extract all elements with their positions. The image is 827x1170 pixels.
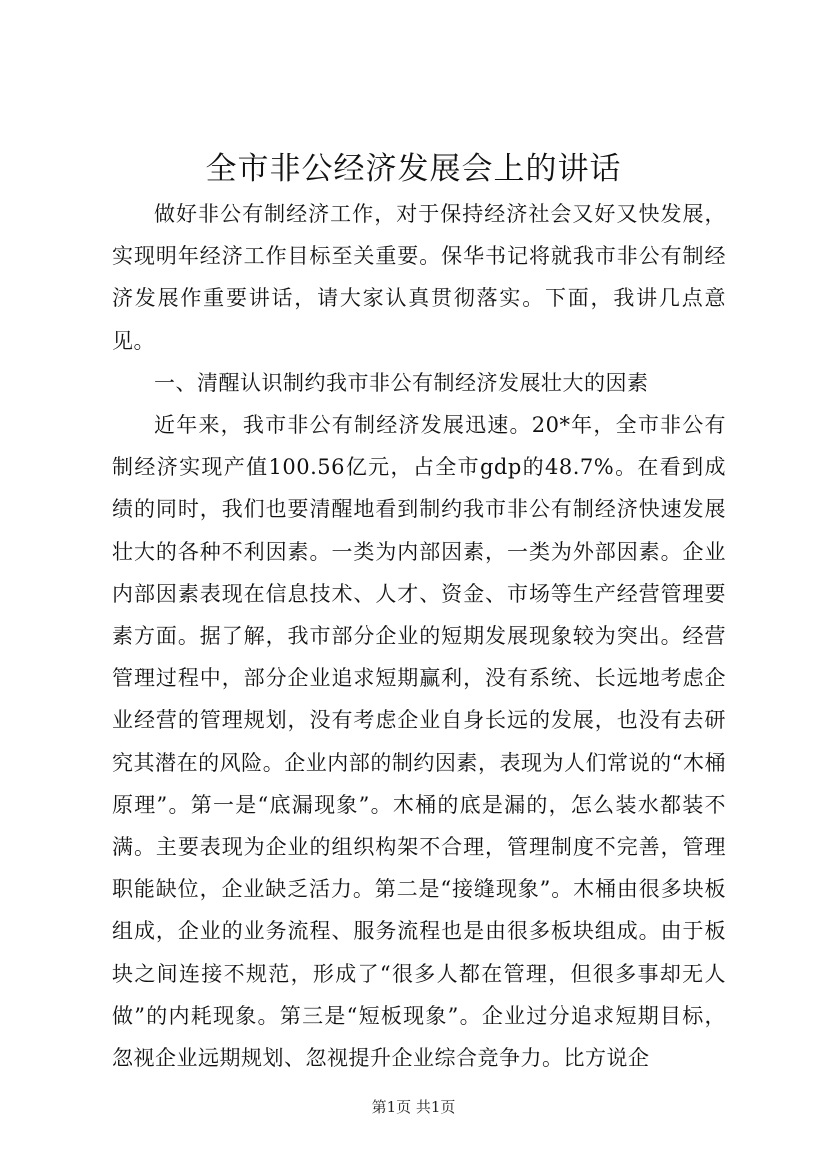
document-body [112,193,726,1079]
paragraph-section-1: 近年来，我市非公有制经济发展迅速。20*年，全市非公有制经济实现产值100.56亿元，占全市gdp的48.7%。在看到成绩的同时，我们也要清醒地看到制约我市非公有制经济快速发展壮大的各种不利因素。一类为内部因素，一类为外部因素。企业内部因素表现在信息技术、人才、资金、市场等生产经营管理要素方面。据了解，我市部分企业的短期发展现象较为突出。经营管理过程中，部分企业追求短期赢利，没有系统、长远地考虑企业经营的管理规划，没有考虑企业自身长远的发展，也没有去研究其潜在的风险。企业内部的制约因素，表现为人们常说的“木桶原理”。第一是“底漏现象”。木桶的底是漏的，怎么装水都装不满。主要表现为企业的组织构架不合理，管理制度不完善，管理职能缺位，企业缺乏活力。第二是“接缝现象”。木桶由很多块板组成，企业的业务流程、服务流程也是由很多板块组成。由于板块之间连接不规范，形成了“很多人都在管理，但很多事却无人做”的内耗现象。第三是“短板现象”。企业过分追求短期目标，忽视企业远期规划、忽视提升企业综合竞争力。比方说企 [112,413,726,1071]
paragraph-intro: 做好非公有制经济工作，对于保持经济社会又好又快发展，实现明年经济工作目标至关重要。保华书记将就我市非公有制经济发展作重要讲话，请大家认真贯彻落实。下面，我讲几点意见。 [112,202,726,353]
document-title: 全市非公经济发展会上的讲话 [205,151,622,187]
page-number-footer: 第1页 共1页 [371,1098,456,1116]
section-heading-1: 一、清醒认识制约我市非公有制经济发展壮大的因素 [154,370,649,395]
